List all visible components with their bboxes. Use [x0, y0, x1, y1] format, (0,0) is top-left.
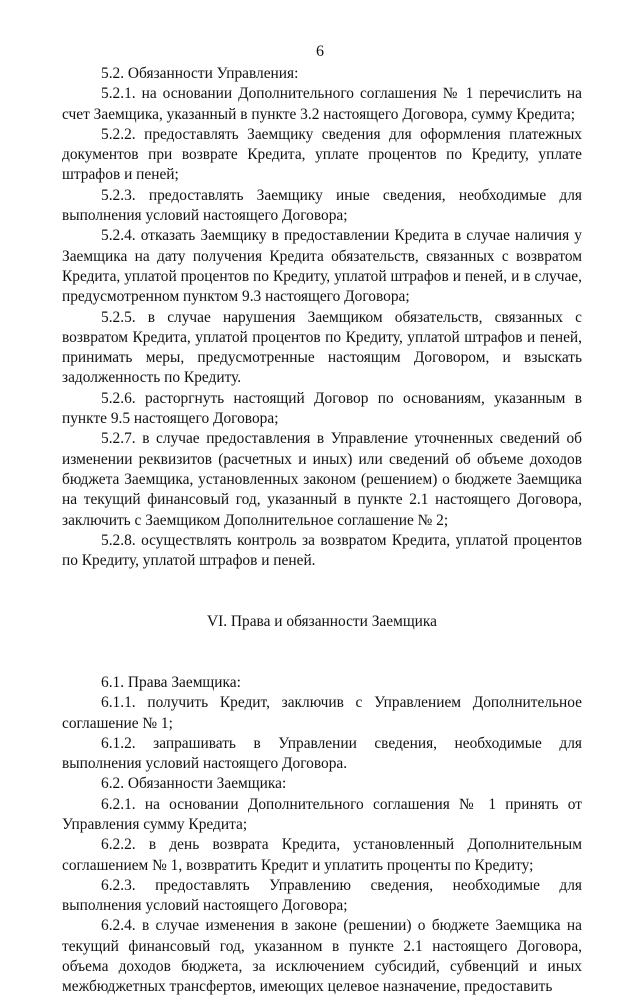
paragraph-5-2-1: 5.2.1. на основании Дополнительного соглашения № 1 перечислить на счет Заемщика, указанный в пункте 3.2 настоящего Договора, сумму Кредита;	[62, 85, 582, 123]
paragraph-6-1: 6.1. Права Заемщика:	[101, 673, 241, 691]
document-body	[62, 64, 582, 998]
paragraph-5-2-3: 5.2.3. предоставлять Заемщику иные сведения, необходимые для выполнения условий настоящего Договора;	[62, 186, 582, 225]
paragraph-5-2: 5.2. Обязанности Управления:	[101, 65, 299, 82]
page-number: 6	[316, 43, 324, 60]
paragraph-5-2-6: 5.2.6. расторгнуть настоящий Договор по основаниям, указанным в пункте 9.5 настоящего Договора;	[62, 389, 582, 428]
paragraph-6-2-3: 6.2.3. предоставлять Управлению сведения, необходимые для выполнения условий настоящего Договора;	[62, 876, 582, 915]
paragraph-5-2-5: 5.2.5. в случае нарушения Заемщиком обязательств, связанных с возвратом Кредита, уплатой процентов по Кредиту, уплатой штрафов и пеней, принимать меры, предусмотренные настоящим Договором, и взыскать задолженность по Кредиту.	[62, 308, 582, 387]
section-spacer	[62, 571, 582, 612]
paragraph-6-2-2: 6.2.2. в день возврата Кредита, установленный Дополнительным соглашением № 1, возвратить Кредит и уплатить проценты по Кредиту;	[62, 836, 582, 874]
paragraph-5-2-8: 5.2.8. осуществлять контроль за возвратом Кредита, уплатой процентов по Кредиту, уплатой штрафов и пеней.	[62, 531, 582, 570]
section-heading: VI. Права и обязанности Заемщика	[206, 613, 437, 631]
paragraph-5-2-4: 5.2.4. отказать Заемщику в предоставлении Кредита в случае наличия у Заемщика на дату получения Кредита обязательств, связанных с возвратом Кредита, уплатой процентов по Кредиту, уплатой штрафов и пеней, и в случае, предусмотренном пунктом 9.3 настоящего Договора;	[62, 227, 582, 306]
paragraph-6-2-4: 6.2.4. в случае изменения в законе (решении) о бюджете Заемщика на текущий финансовый год, указанном в пункте 2.1 настоящего Договора, объема доходов бюджета, за исключением субсидий, субвенций и иных межбюджетных трансфертов, имеющих целевое назначение, предоставить	[62, 917, 582, 996]
paragraph-5-2-2: 5.2.2. предоставлять Заемщику сведения для оформления платежных документов при возврате Кредита, уплате процентов по Кредиту, уплате штрафов и пеней;	[62, 125, 582, 184]
paragraph-6-1-1: 6.1.1. получить Кредит, заключив с Управлением Дополнительное соглашение № 1;	[62, 694, 582, 732]
paragraph-6-2: 6.2. Обязанности Заемщика:	[101, 775, 287, 793]
section-spacer	[62, 632, 582, 673]
paragraph-6-1-2: 6.1.2. запрашивать в Управлении сведения, необходимые для выполнения условий настоящего Договора.	[62, 734, 582, 773]
paragraph-6-2-1: 6.2.1. на основании Дополнительного соглашения № 1 принять от Управления сумму Кредита;	[62, 795, 582, 833]
paragraph-5-2-7: 5.2.7. в случае предоставления в Управление уточненных сведений об изменении реквизитов (расчетных и иных) или сведений об объеме доходов бюджета Заемщика, установленных законом (решением) о бюджете Заемщика на текущий финансовый год, указанный в пункте 2.1 настоящего Договора, заключить с Заемщиком Дополнительное соглашение № 2;	[62, 430, 582, 529]
